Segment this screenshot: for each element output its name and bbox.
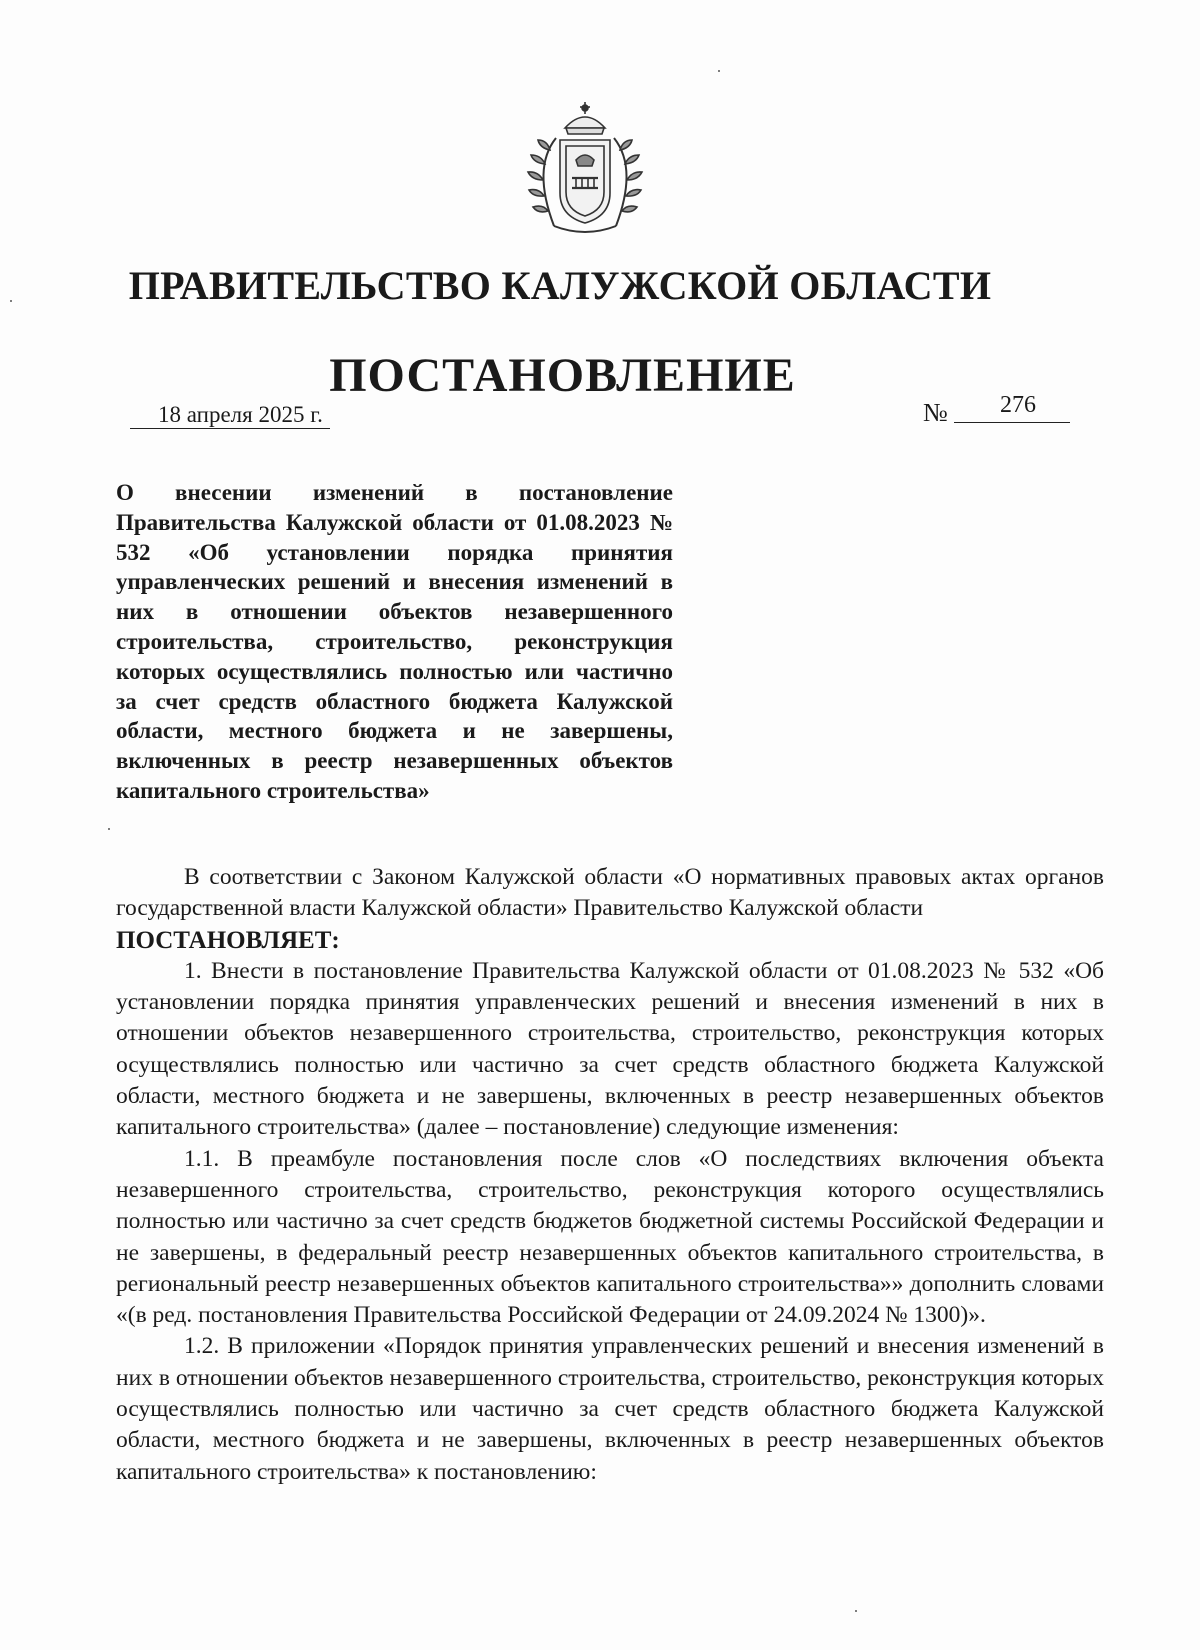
scan-speck: [10, 300, 12, 302]
item-1-paragraph: 1. Внести в постановление Правительства Калужской области от 01.08.2023 № 532 «Об установлении порядка принятия управленческих решений и внесения изменений в них в отношении объектов незавершенного строительства, строительство, реконструкция которых осуществлялись полностью или частично за счет средств областного бюджета Калужской области, местного бюджета и не завершены, включенных в реестр незавершенных объектов капитального строительства» (далее – постановление) следующие изменения:: [116, 957, 1104, 1141]
document-number-value: 276: [1000, 392, 1036, 418]
scan-speck: [718, 70, 720, 72]
number-underline: [954, 422, 1070, 423]
date-underline: [130, 428, 330, 429]
scan-speck: [108, 828, 110, 830]
scan-speck: [855, 1610, 857, 1612]
government-title: ПРАВИТЕЛЬСТВО КАЛУЖСКОЙ ОБЛАСТИ: [128, 263, 992, 308]
preamble-paragraph: В соответствии с Законом Калужской области «О нормативных правовых актах органов государственной власти Калужской области» Правительство Калужской области: [116, 864, 1104, 922]
item-1-1-paragraph: 1.1. В преамбуле постановления после слов «О последствиях включения объекта незавершенного строительства, строительство, реконструкция которого осуществлялись полностью или частично за счет средств бюджетов бюджетной системы Российской Федерации и не завершены, в федеральный реестр незавершенных объектов капитального строительства, в региональный реестр незавершенных объектов капитального строительства»» дополнить словами «(в ред. постановления Правительства Российской Федерации от 24.09.2024 № 1300)».: [116, 1145, 1104, 1329]
document-number-label: №: [923, 398, 948, 427]
document-subject: О внесении изменений в постановление Правительства Калужской области от 01.08.2023 № 532 «Об установлении порядка принятия управленческих решений и внесения изменений в них в отношении объектов незавершенного строительства, строительство, реконструкция которых осуществлялись полностью или частично за счет средств областного бюджета Калужской области, местного бюджета и не завершены, включенных в реестр незавершенных объектов капитального строительства»: [116, 480, 673, 803]
item-1-2-paragraph: 1.2. В приложении «Порядок принятия управленческих решений и внесения изменений в них в отношении объектов незавершенного строительства, строительство, реконструкция которых осуществлялись полностью или частично за счет средств областного бюджета Калужской области, местного бюджета и не завершены, включенных в реестр незавершенных объектов капитального строительства» к постановлению:: [116, 1333, 1104, 1485]
document-type-title: ПОСТАНОВЛЕНИЕ: [329, 349, 796, 402]
kaluga-coat-of-arms-icon: [510, 98, 660, 240]
document-body: [116, 862, 1104, 1488]
decree-word: ПОСТАНОВЛЯЕТ:: [116, 926, 340, 954]
document-date: 18 апреля 2025 г.: [158, 402, 323, 427]
